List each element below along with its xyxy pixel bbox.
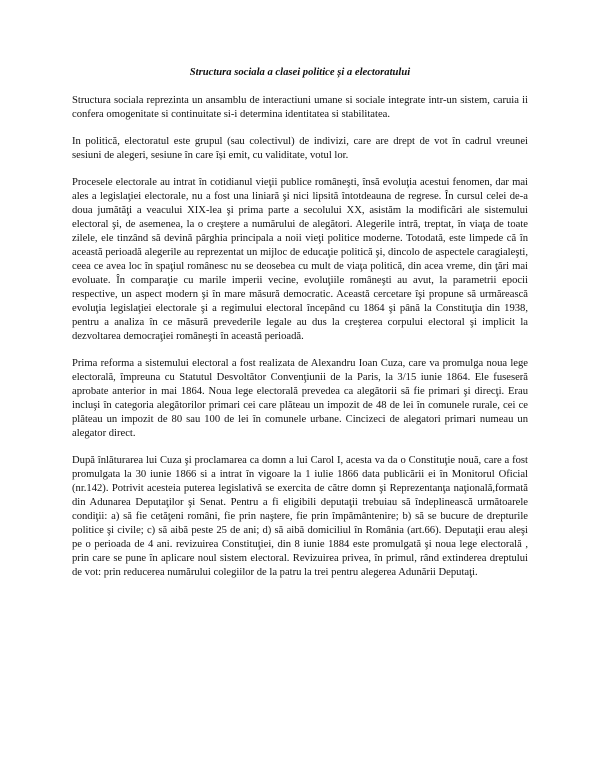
paragraph-electoral-processes: Procesele electorale au intrat în cotidianul vieţii publice româneşti, însă evoluţia acestui fenomen, dar mai ales a legislaţiei electorale, nu a fost una liniară şi nici lipsită întotdeauna de regrese. În cursul celei de-a doua jumătăţi a veacului XIX-lea şi prima parte a secolului XX, asistăm la modificări ale sistemului electoral şi, de asemenea, la o creştere a numărului de alegători. Alegerile intră, treptat, în viaţa de toate zilele, ele tinzând să devină pârghia principala a noii vieţi politice moderne. Totodată, este limpede că în această perioadă alegerile au reprezentat un mijloc de educaţie politică şi, dincolo de aspectele caragialeşti, ceea ce avea loc în spaţiul românesc nu se deosebea cu mult de viaţa politică, din acea vreme, din ţări mai evoluate. În comparaţie cu marile imperii vecine, evoluţiile româneşti au avut, la parametrii epocii respective, un aspect modern şi în mare măsură democratic. Această cercetare îşi propune să urmărească evoluţia legislaţiei electorale şi a regimului electoral începând cu 1864 şi până la Constituţia din 1938, pentru a analiza în ce măsură prevederile legale au dus la creşterea corpului electoral şi implicit la dezvoltarea democraţiei româneşti în această perioadă.	[72, 177, 528, 342]
paragraph-electorate: In politică, electoratul este grupul (sau colectivul) de indivizi, care are drept de vot în cadrul vreunei sesiuni de alegeri, sesiune în care își emit, cu validitate, votul lor.	[72, 136, 528, 161]
paragraph-carol-constitution: După înlăturarea lui Cuza şi proclamarea ca domn a lui Carol I, acesta va da o Constituţie nouă, care a fost promulgata la 30 iunie 1866 si a intrat în vigoare la 1 iulie 1866 data publicării ei în Monitorul Oficial (nr.142). Potrivit acesteia puterea legislativă se exercita de către domn şi Reprezentanţa naţională,formată din Adunarea Deputaţilor şi Senat. Pentru a fi eligibili deputaţii trebuiau să îndeplinească următoarele condiţii: a) să fie cetăţeni români, fie prin naştere, fie prin împământenire; b) să se bucure de drepturile politice şi civile; c) să aibă peste 25 de ani; d) să aibă domiciliul în România (art.66). Deputaţii erau aleşi pe o perioada de 4 ani. revizuirea Constituţiei, din 8 iunie 1884 este promulgată şi noua lege electorală , prin care se pune în aplicare noul sistem electoral. Revizuirea privea, în primul, rând extinderea dreptului de vot: prin reducerea numărului colegiilor de la patru la trei pentru alegerea Adunării Deputaţi.	[72, 455, 528, 578]
paragraph-definition: Structura sociala reprezinta un ansamblu de interactiuni umane si sociale integrate intr-un sistem, caruia ii confera omogenitate si continuitate si-i determina identitatea si stabilitatea.	[72, 95, 528, 120]
paragraph-cuza-reform: Prima reforma a sistemului electoral a fost realizata de Alexandru Ioan Cuza, care va promulga noua lege electorală, împreuna cu Statutul Desvoltător Convenţiunii de la Paris, la 3/15 iunie 1864. Ele fuseseră aprobate anterior in mai 1864. Noua lege electorală prevedea ca alegătorii să fie primari şi direcţi. Erau incluşi în categoria alegătorilor primari cei care plăteau un impozit de 48 de lei în comunele rurale, cei ce plăteau un impozit de 80 sau 100 de lei în comunele urbane. Cincizeci de alegatori primari numeau un alegator direct.	[72, 358, 528, 439]
document-title: Structura sociala a clasei politice și a electoratului	[189, 67, 411, 78]
document-page	[72, 66, 528, 593]
